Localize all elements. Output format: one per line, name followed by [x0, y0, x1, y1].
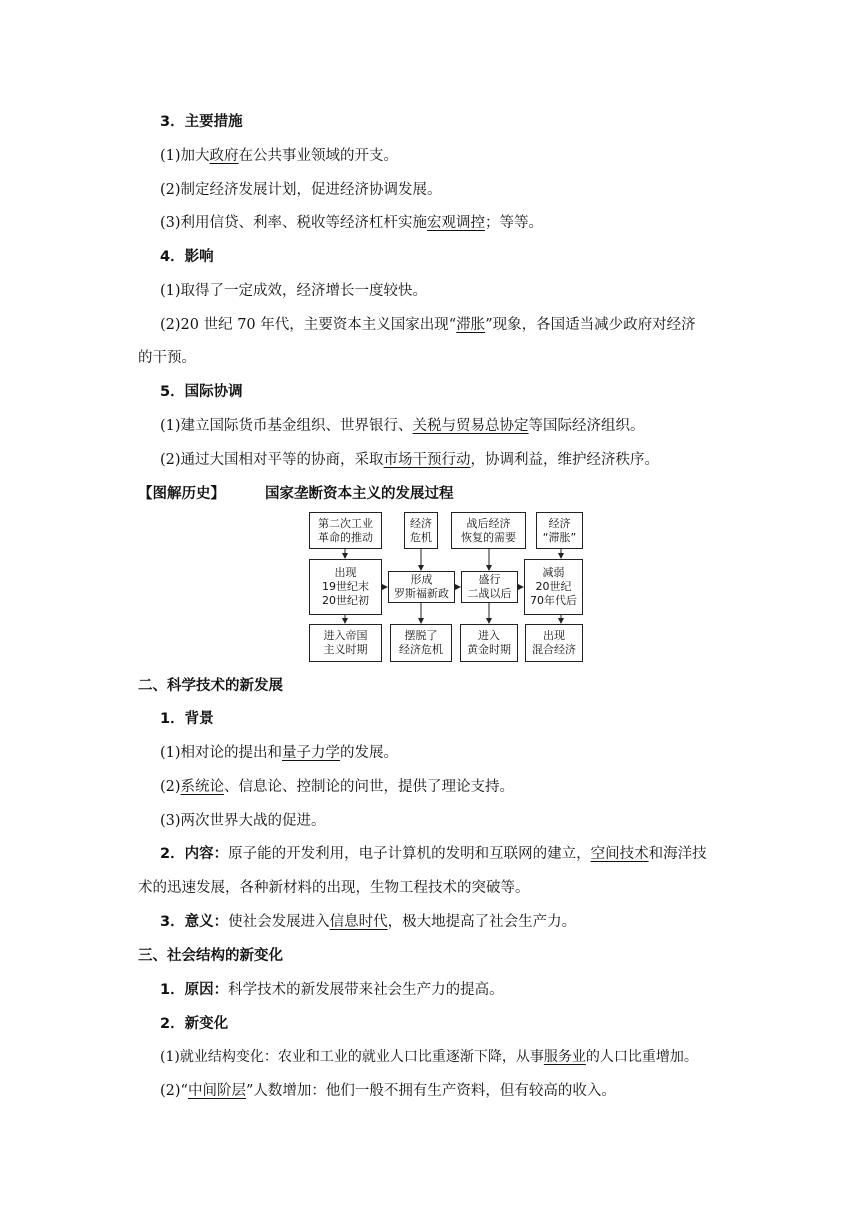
content-cont: 术的迅速发展，各种新材料的出现，生物工程技术的突破等。: [138, 880, 530, 896]
box-weakened-70s: 减弱 20世纪 70年代后: [524, 559, 583, 615]
intl-1: (1)建立国际货币基金组织、世界银行、关税与贸易总协定等国际经济组织。: [160, 418, 645, 434]
cause: 1．原因：科学技术的新发展带来社会生产力的提高。: [160, 982, 504, 998]
heading-social-structure: 三、社会结构的新变化: [138, 948, 283, 964]
box-appeared-19c: 出现 19世纪末 20世纪初: [309, 559, 382, 615]
heading-influence: 4．影响: [160, 249, 214, 265]
box-stagflation: 经济 “滞胀”: [536, 512, 583, 549]
intl-2: (2)通过大国相对平等的协商，采取市场干预行动，协调利益，维护经济秩序。: [160, 452, 660, 468]
heading-intl: 5．国际协调: [160, 384, 243, 400]
box-prevalent-postwar: 盛行 二战以后: [461, 571, 518, 603]
box-imperialism: 进入帝国 主义时期: [309, 624, 382, 662]
measure-2: (2)制定经济发展计划，促进经济协调发展。: [160, 182, 442, 198]
box-golden-age: 进入 黄金时期: [460, 624, 518, 662]
influence-2: (2)20 世纪 70 年代，主要资本主义国家出现“滞胀”现象，各国适当减少政府对经济: [160, 317, 696, 333]
background-1: (1)相对论的提出和量子力学的发展。: [160, 745, 399, 761]
change-1: (1)就业结构变化：农业和工业的就业人口比重逐渐下降，从事服务业的人口比重增加。: [160, 1049, 698, 1065]
significance: 3．意义：使社会发展进入信息时代，极大地提高了社会生产力。: [160, 914, 577, 930]
box-postwar-recovery: 战后经济 恢复的需要: [451, 512, 526, 549]
background-2: (2)系统论、信息论、控制论的问世，提供了理论支持。: [160, 779, 515, 795]
heading-new-changes: 2．新变化: [160, 1016, 229, 1032]
box-economic-crisis: 经济 危机: [404, 512, 438, 549]
box-second-industrial-revolution: 第二次工业 革命的推动: [309, 512, 382, 549]
influence-2-cont: 的干预。: [138, 350, 196, 366]
background-3: (3)两次世界大战的促进。: [160, 813, 326, 829]
measure-3: (3)利用信贷、利率、税收等经济杠杆实施宏观调控；等等。: [160, 215, 544, 231]
content: 2．内容：原子能的开发利用，电子计算机的发明和互联网的建立，空间技术和海洋技: [160, 846, 707, 862]
diagram-label: 【图解历史】: [138, 486, 225, 502]
heading-background: 1．背景: [160, 711, 214, 727]
flow-diagram: [309, 512, 583, 662]
box-mixed-economy: 出现 混合经济: [525, 624, 583, 662]
influence-1: (1)取得了一定成效，经济增长一度较快。: [160, 283, 428, 299]
measure-1: (1)加大政府在公共事业领域的开支。: [160, 148, 399, 164]
box-new-deal: 形成 罗斯福新政: [388, 571, 455, 603]
heading-sci-tech: 二、科学技术的新发展: [138, 678, 283, 694]
change-2: (2)“中间阶层”人数增加：他们一般不拥有生产资料，但有较高的收入。: [160, 1083, 616, 1099]
diagram-title: 国家垄断资本主义的发展过程: [265, 486, 454, 502]
heading-measures: 3．主要措施: [160, 114, 243, 130]
box-escape-crisis: 摆脱了 经济危机: [390, 624, 452, 662]
